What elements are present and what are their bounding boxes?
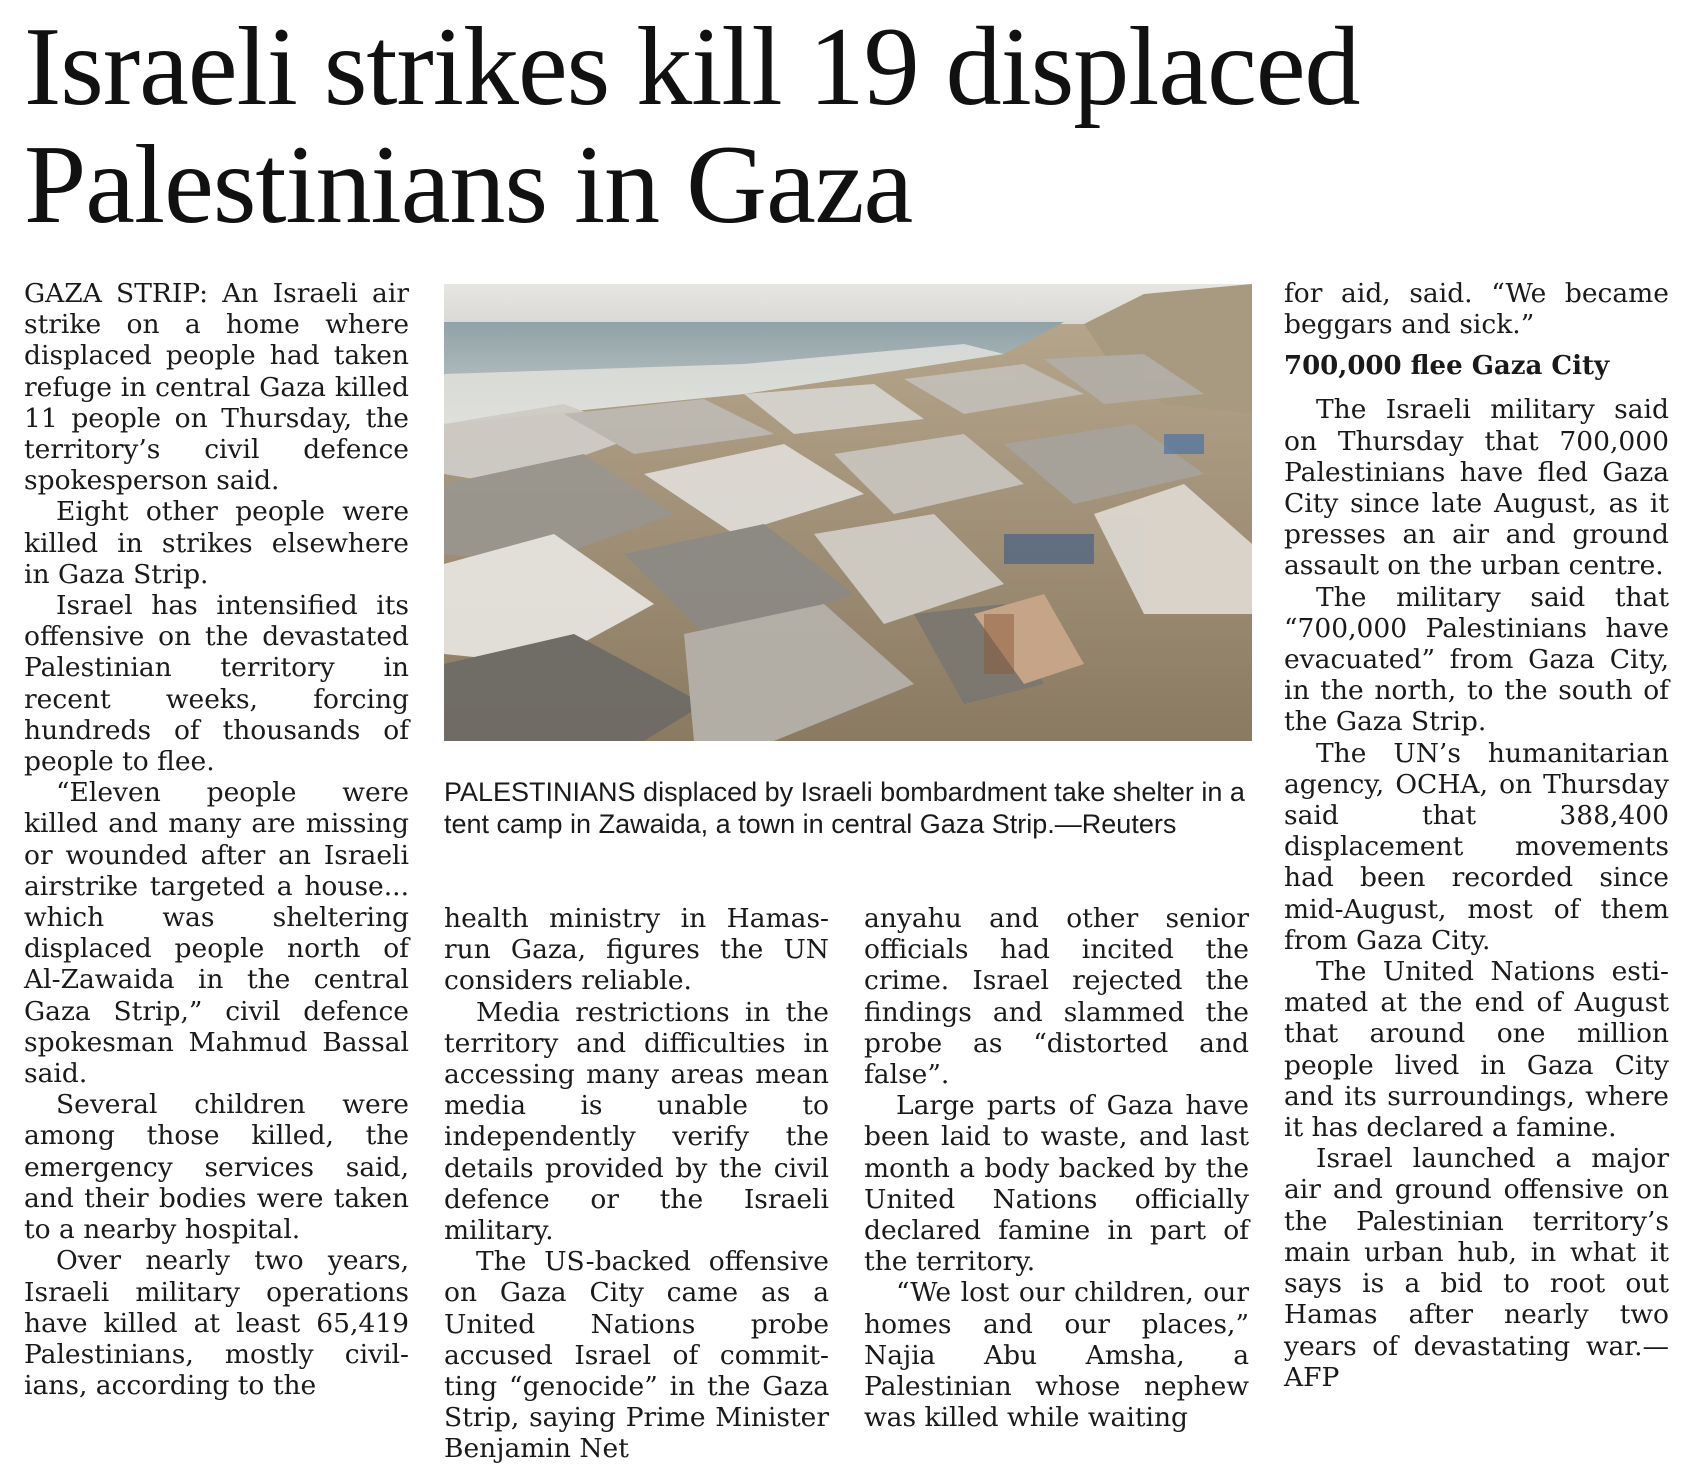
article-column-4 bbox=[1284, 278, 1669, 1393]
paragraph: Media restrictions in the territory and difficulties in accessing many areas mean media is unable to independently verify the details provided by the civil defence or the Israeli military. bbox=[444, 996, 829, 1247]
paragraph: Large parts of Gaza have been laid to waste, and last month a body backed by the United Nations officially declared famine in part of the territory. bbox=[864, 1090, 1249, 1278]
paragraph: “We lost our children, our homes and our places,” Najia Abu Amsha, a Palestinian whose nephew was killed while waiting bbox=[864, 1277, 1249, 1434]
paragraph: anyahu and other senior officials had incited the crime. Israel rejected the findings and slammed the probe as “distorted and false”. bbox=[864, 903, 1249, 1091]
paragraph: Several children were among those killed, the emergency services said, and their bodies were taken to a nearby hospital. bbox=[24, 1089, 409, 1246]
paragraph: “Eleven people were killed and many are missing or wounded after an Israeli airstrike targeted a house... which was sheltering displaced people north of Al-Zawaida in the central Gaza Strip,” civil defence spokesman Mahmud Bassal said. bbox=[24, 777, 409, 1090]
paragraph: The US-backed offensive on Gaza City came as a United Nations probe accused Israel of committing “genocide” in the Gaza Strip, saying Prime Minister Benjamin Net bbox=[444, 1246, 829, 1465]
paragraph: health ministry in Hamas-run Gaza, figures the UN considers reliable. bbox=[444, 903, 829, 997]
paragraph: The UN’s humanitarian agency, OCHA, on Thursday said that 388,400 displacement movements had been recorded since mid-August, most of them from Gaza City. bbox=[1284, 737, 1669, 956]
photo-caption: PALESTINIANS displaced by Israeli bombardment take shelter in a tent camp in Zawaida, a town in central Gaza Strip.—Reuters bbox=[444, 777, 1245, 839]
paragraph: Israel launched a major air and ground offensive on the Palestinian territory’s main urban hub, in what it says is a bid to root out Hamas after nearly two years of devastating war.—AFP bbox=[1284, 1143, 1669, 1393]
subheading: 700,000 flee Gaza City bbox=[1284, 351, 1610, 382]
article-column-3 bbox=[864, 903, 1249, 1433]
paragraph: The military said that “700,000 Palestinians have evacuated” from Gaza City, in the north, to the south of the Gaza Strip. bbox=[1284, 581, 1669, 738]
news-photo-tent-camp bbox=[444, 284, 1252, 741]
article-column-2 bbox=[444, 903, 829, 1465]
paragraph: Over nearly two years, Israeli military operations have killed at least 65,419 Palestinians, mostly civilians, according to the bbox=[24, 1245, 409, 1402]
paragraph: Israel has intensified its offensive on the devastated Palestinian territory in recent weeks, forcing hundreds of thousands of people to flee. bbox=[24, 590, 409, 778]
paragraph: The Israeli military said on Thursday that 700,000 Palestinians have fled Gaza City since late August, as it presses an air and ground assault on the urban centre. bbox=[1284, 394, 1669, 582]
paragraph: for aid, said. “We became beggars and sick.” bbox=[1284, 278, 1669, 341]
paragraph: The United Nations estimated at the end of August that around one million people lived in Gaza City and its surroundings, where it has declared a famine. bbox=[1284, 956, 1669, 1144]
paragraph: GAZA STRIP: An Israeli air strike on a home where displaced people had taken refuge in central Gaza killed 11 people on Thursday, the territory’s civil defence spokesperson said. bbox=[24, 278, 409, 497]
headline: Israeli strikes kill 19 displaced Palestinians in Gaza bbox=[24, 5, 1360, 247]
paragraph: Eight other people were killed in strikes elsewhere in Gaza Strip. bbox=[24, 496, 409, 590]
article-column-1 bbox=[24, 278, 409, 1401]
